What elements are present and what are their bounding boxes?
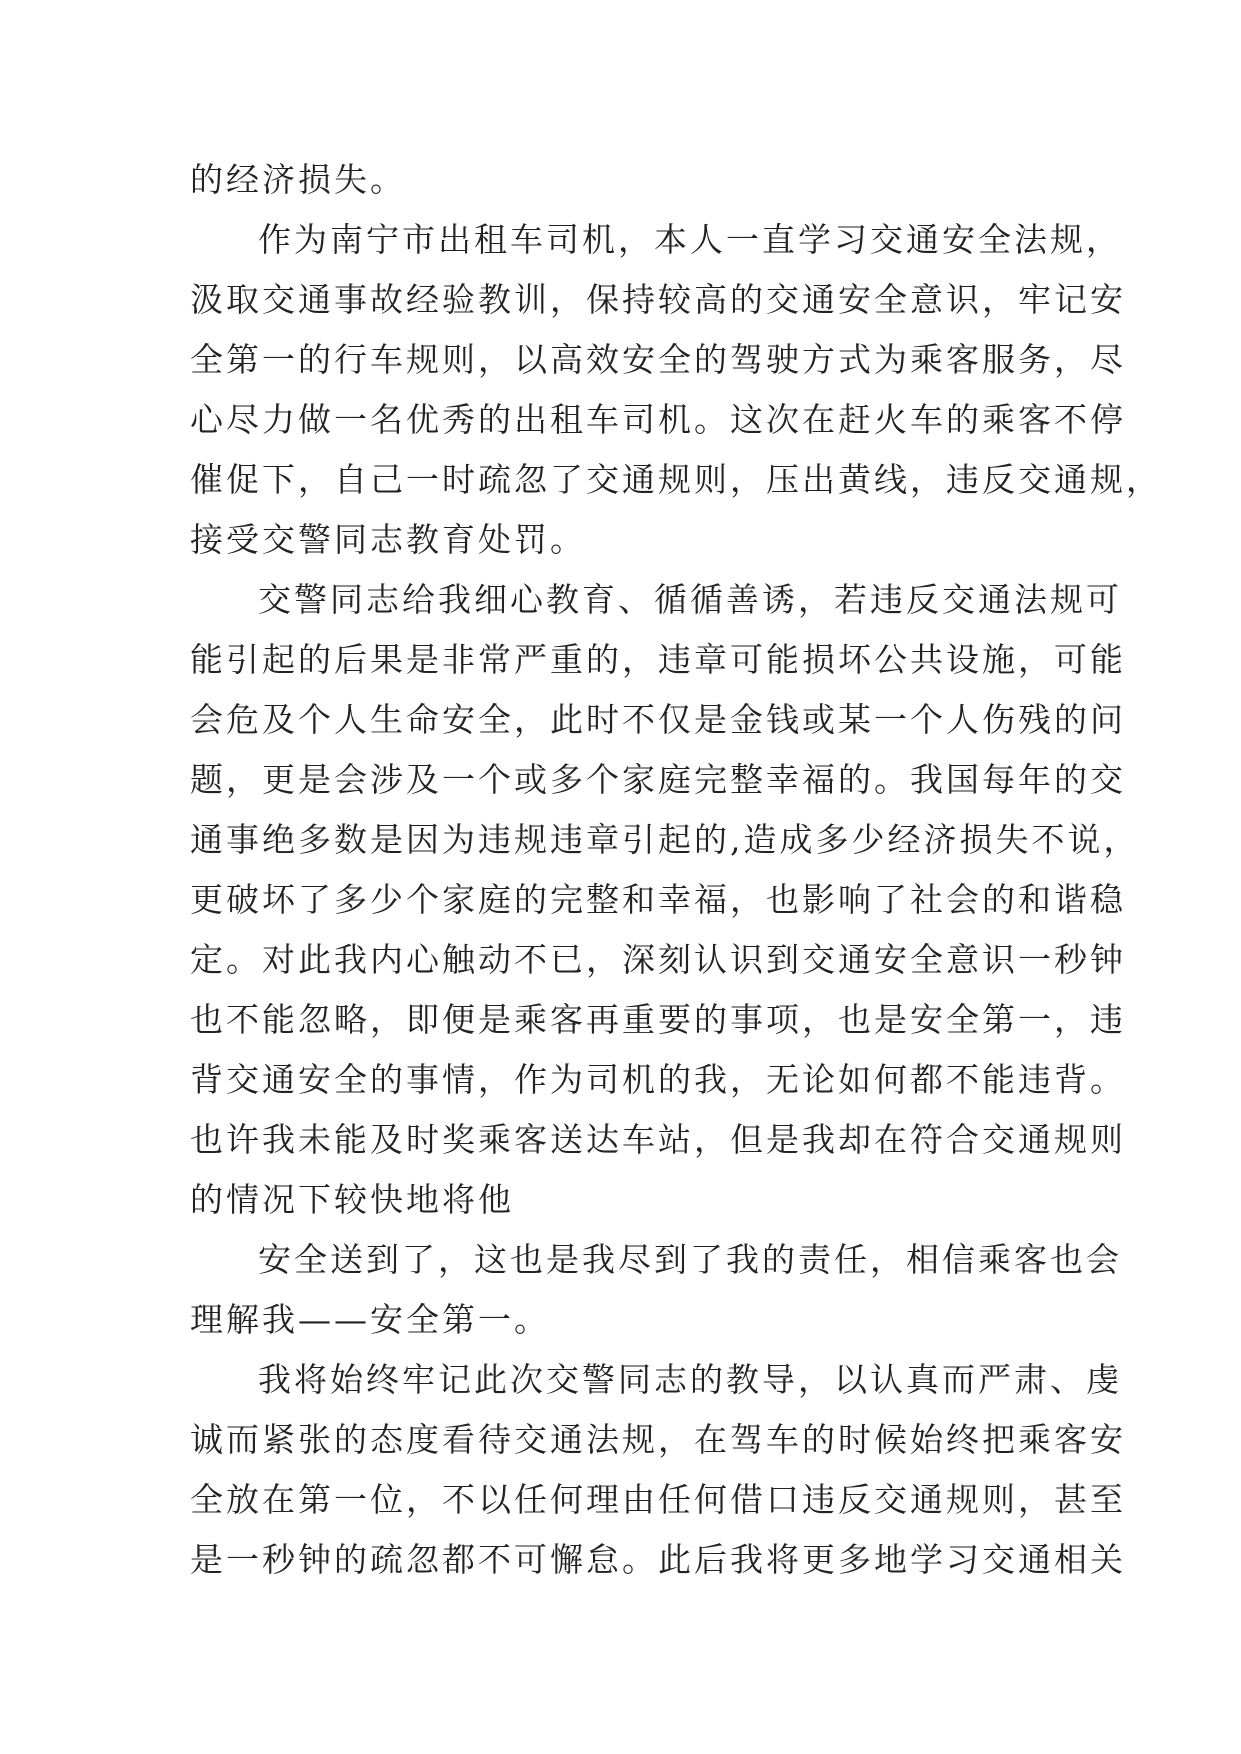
text-line: 是一秒钟的疏忽都不可懈怠。此后我将更多地学习交通相关 (190, 1540, 1126, 1579)
paragraph-start-line: 交警同志给我细心教育、循循善诱，若违反交通法规可 (258, 580, 1122, 619)
text-line: 全第一的行车规则，以高效安全的驾驶方式为乘客服务，尽 (190, 340, 1126, 379)
text-line: 会危及个人生命安全，此时不仅是金钱或某一个人伤残的问 (190, 700, 1126, 739)
text-line: 也许我未能及时奖乘客送达车站，但是我却在符合交通规则 (190, 1120, 1126, 1159)
paragraph-start-line: 我将始终牢记此次交警同志的教导，以认真而严肃、虔 (258, 1360, 1122, 1399)
text-line: 诚而紧张的态度看待交通法规，在驾车的时候始终把乘客安 (190, 1420, 1126, 1459)
text-line: 心尽力做一名优秀的出租车司机。这次在赶火车的乘客不停 (190, 400, 1126, 439)
text-line: 汲取交通事故经验教训，保持较高的交通安全意识，牢记安 (190, 280, 1126, 319)
text-line: 通事绝多数是因为违规违章引起的,造成多少经济损失不说， (190, 820, 1140, 859)
paragraph-start-line: 作为南宁市出租车司机，本人一直学习交通安全法规， (258, 220, 1122, 259)
text-line: 催促下，自己一时疏忽了交通规则，压出黄线，违反交通规， (190, 460, 1162, 499)
text-line: 更破坏了多少个家庭的完整和幸福，也影响了社会的和谐稳 (190, 880, 1126, 919)
body-text (190, 150, 1162, 1590)
text-line: 全放在第一位，不以任何理由任何借口违反交通规则，甚至 (190, 1480, 1126, 1519)
text-line: 的情况下较快地将他 (190, 1180, 514, 1219)
text-line: 题，更是会涉及一个或多个家庭完整幸福的。我国每年的交 (190, 760, 1126, 799)
text-line: 接受交警同志教育处罚。 (190, 520, 586, 559)
text-line: 的经济损失。 (190, 160, 406, 199)
text-line: 背交通安全的事情，作为司机的我，无论如何都不能违背。 (190, 1060, 1126, 1099)
paragraph-start-line: 安全送到了，这也是我尽到了我的责任，相信乘客也会 (258, 1240, 1122, 1279)
text-line: 理解我——安全第一。 (190, 1300, 550, 1339)
text-line: 定。对此我内心触动不已，深刻认识到交通安全意识一秒钟 (190, 940, 1126, 979)
text-line: 也不能忽略，即便是乘客再重要的事项，也是安全第一，违 (190, 1000, 1126, 1039)
text-line: 能引起的后果是非常严重的，违章可能损坏公共设施，可能 (190, 640, 1126, 679)
